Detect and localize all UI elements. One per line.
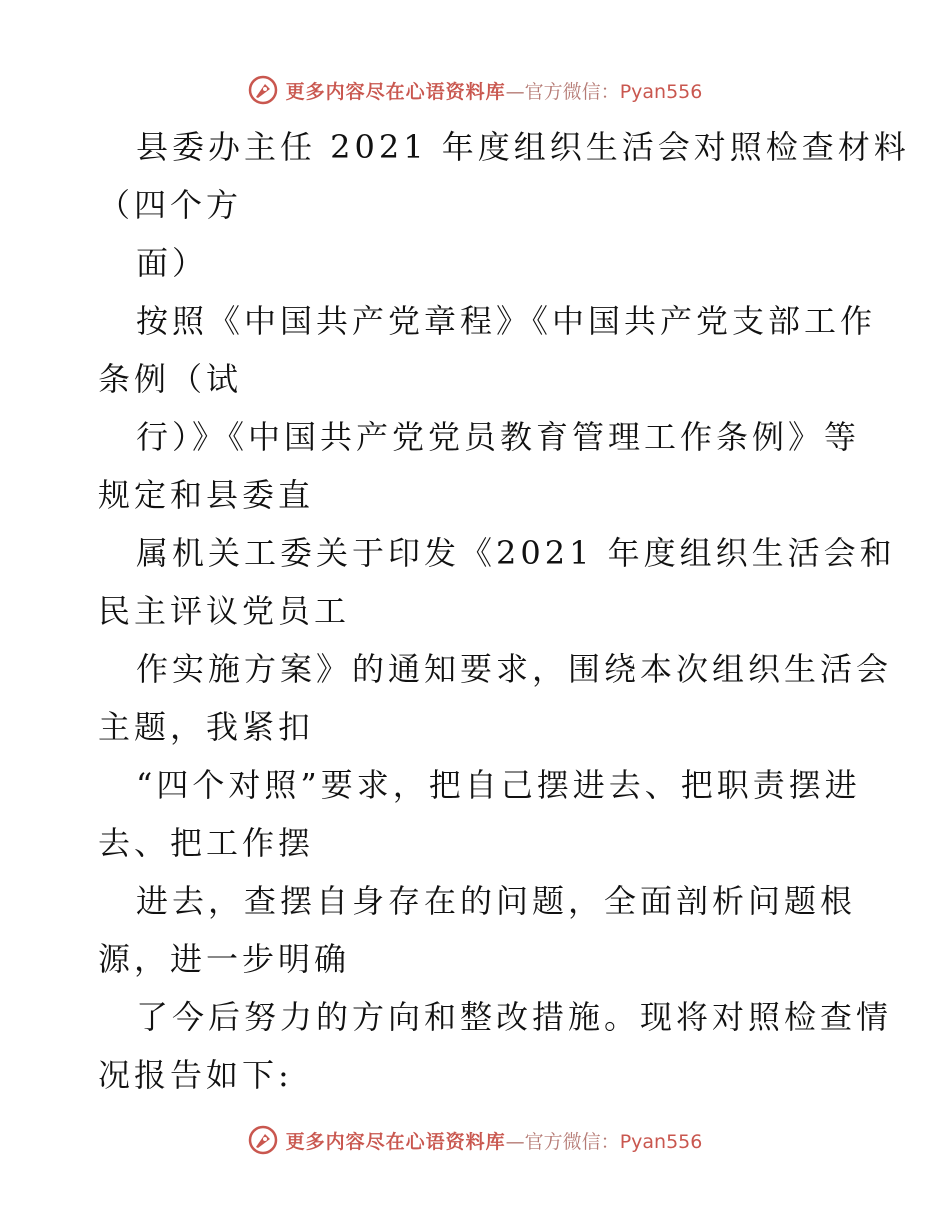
body-line: （四个方 — [98, 186, 243, 224]
pen-nib-icon — [248, 1125, 278, 1155]
body-line: 行）》《中国共产党党员教育管理工作条例》等 — [136, 418, 861, 456]
body-line: 县委办主任 2021 年度组织生活会对照检查材料 — [136, 128, 910, 166]
body-line: “四个对照”要求，把自己摆进去、把职责摆进 — [136, 766, 861, 804]
body-line: 况报告如下: — [98, 1056, 293, 1094]
body-line: 按照《中国共产党章程》《中国共产党支部工作 — [136, 302, 877, 340]
body-line: 条例（试 — [98, 360, 243, 398]
document-body — [98, 118, 910, 1104]
watermark-main-text: 更多内容尽在心语资料库 — [285, 80, 506, 103]
watermark-id-text: Pyan556 — [619, 1130, 703, 1153]
header-watermark — [0, 70, 950, 110]
watermark-separator-text: —官方微信： — [505, 80, 620, 103]
body-line: 去、把工作摆 — [98, 824, 315, 862]
watermark-main-text: 更多内容尽在心语资料库 — [285, 1130, 506, 1153]
body-line: 面） — [136, 244, 209, 282]
footer-watermark — [0, 1120, 950, 1160]
pen-nib-icon — [248, 75, 278, 105]
body-line: 民主评议党员工 — [98, 592, 351, 630]
body-line: 属机关工委关于印发《2021 年度组织生活会和 — [136, 534, 896, 572]
body-line: 规定和县委直 — [98, 476, 315, 514]
body-line: 进去，查摆自身存在的问题，全面剖析问题根 — [136, 882, 857, 920]
body-line: 主题，我紧扣 — [98, 708, 315, 746]
watermark-separator-text: —官方微信： — [505, 1130, 620, 1153]
body-line: 了今后努力的方向和整改措施。现将对照检查情 — [136, 998, 893, 1036]
body-line: 源，进一步明确 — [98, 940, 351, 978]
watermark-id-text: Pyan556 — [619, 80, 703, 103]
body-line: 作实施方案》的通知要求，围绕本次组织生活会 — [136, 650, 893, 688]
